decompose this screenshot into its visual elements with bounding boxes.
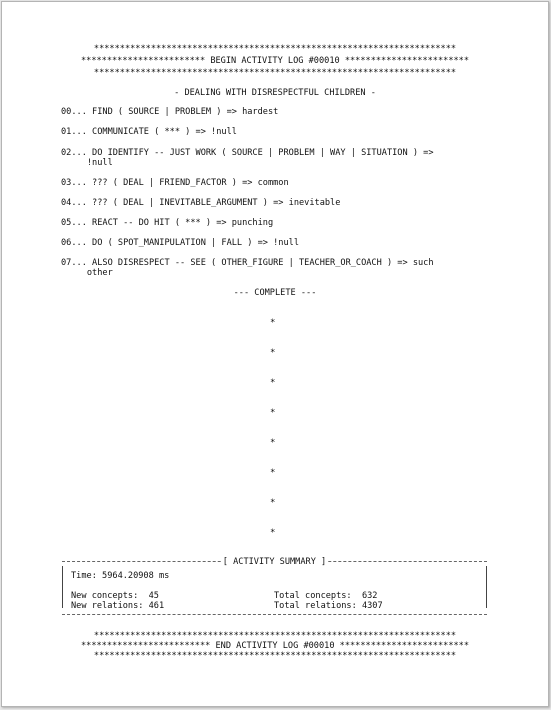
separator-dot: *: [270, 468, 276, 478]
separator-dot: *: [270, 528, 276, 538]
summary-total-concepts: Total concepts: 632: [274, 591, 378, 601]
log-item: 07... ALSO DISRESPECT -- SEE ( OTHER_FIGURE | TEACHER_OR_COACH ) => such other: [61, 258, 434, 278]
log-item: 03... ??? ( DEAL | FRIEND_FACTOR ) => common: [61, 178, 289, 188]
log-item: 00... FIND ( SOURCE | PROBLEM ) => hardest: [61, 107, 279, 117]
document-page: [1, 1, 549, 707]
separator-dot: *: [270, 408, 276, 418]
separator-dot: *: [270, 438, 276, 448]
log-item: 04... ??? ( DEAL | INEVITABLE_ARGUMENT ) => inevitable: [61, 198, 341, 208]
header-title: ************************ BEGIN ACTIVITY LOG #00010 ************************: [80, 56, 470, 66]
summary-total-relations: Total relations: 4307: [274, 601, 383, 611]
header-stars-bottom: **********************************************************************: [93, 68, 457, 78]
log-item: 06... DO ( SPOT_MANIPULATION | FALL ) => !null: [61, 238, 299, 248]
activity-summary-box: [62, 557, 487, 615]
log-item: 05... REACT -- DO HIT ( *** ) => punching: [61, 218, 274, 228]
section-title: - DEALING WITH DISRESPECTFUL CHILDREN -: [174, 88, 376, 98]
footer-stars-bottom: **********************************************************************: [93, 651, 457, 661]
summary-title: [ ACTIVITY SUMMARY ]: [222, 557, 327, 567]
footer-stars-top: **********************************************************************: [93, 631, 457, 641]
header-stars-top: **********************************************************************: [93, 44, 457, 54]
log-item: 01... COMMUNICATE ( *** ) => !null: [61, 127, 237, 137]
summary-time: Time: 5964.20908 ms: [71, 571, 170, 581]
separator-dot: *: [270, 318, 276, 328]
separator-dot: *: [270, 348, 276, 358]
separator-dot: *: [270, 378, 276, 388]
complete-label: --- COMPLETE ---: [233, 288, 317, 298]
summary-new-relations: New relations: 461: [71, 601, 165, 611]
log-item: 02... DO IDENTIFY -- JUST WORK ( SOURCE | PROBLEM | WAY | SITUATION ) => !null: [61, 148, 434, 168]
summary-new-concepts: New concepts: 45: [71, 591, 159, 601]
separator-dot: *: [270, 498, 276, 508]
footer-title: ************************* END ACTIVITY LOG #00010 *************************: [80, 641, 470, 651]
